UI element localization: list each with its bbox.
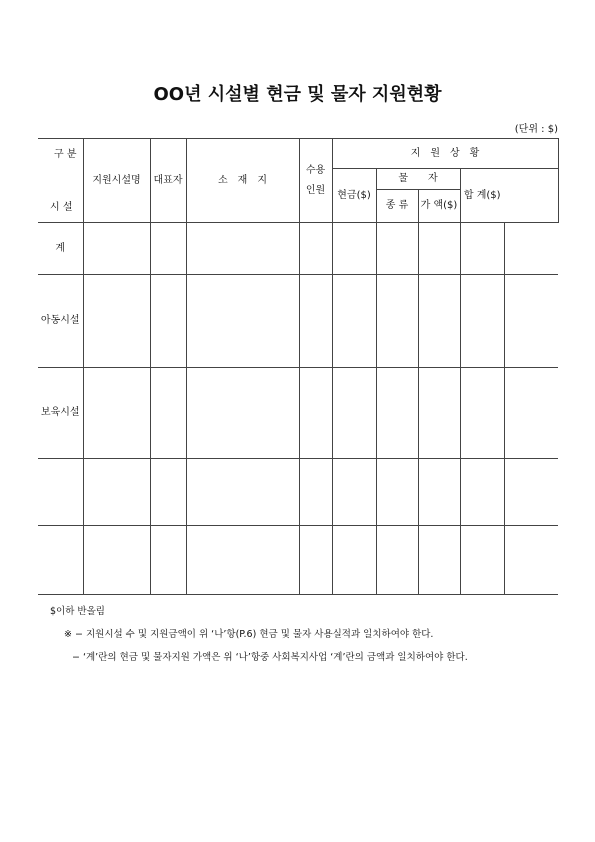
note-1: ※ − 지원시설 수 및 지원금액이 위 ‘나’항(P.6) 현금 및 물자 사용실적과 일치하여야 한다. xyxy=(64,629,434,640)
cell-location[interactable] xyxy=(186,526,299,595)
cell-kind[interactable] xyxy=(376,526,418,595)
header-total: 합 계($) xyxy=(460,169,504,223)
cell-cash[interactable] xyxy=(332,526,376,595)
cell-capacity[interactable] xyxy=(299,526,332,595)
cell-value[interactable] xyxy=(418,459,460,526)
header-goods: 물 자 xyxy=(376,169,460,190)
header-support-status: 지 원 상 황 xyxy=(332,139,558,169)
cell-cash[interactable] xyxy=(332,275,376,368)
cell-facility-name[interactable] xyxy=(83,368,150,459)
table-row xyxy=(38,223,558,275)
table-row xyxy=(38,459,558,526)
notes-section xyxy=(50,603,468,672)
cell-total[interactable] xyxy=(460,275,504,368)
header-cash: 현금($) xyxy=(332,169,376,223)
cell-remarks[interactable] xyxy=(504,526,558,595)
table-row xyxy=(38,526,558,595)
row-label xyxy=(38,459,83,526)
cell-facility-name[interactable] xyxy=(83,223,150,275)
cell-value[interactable] xyxy=(418,368,460,459)
cell-total[interactable] xyxy=(460,459,504,526)
cell-cash[interactable] xyxy=(332,459,376,526)
cell-remarks[interactable] xyxy=(504,223,558,275)
header-location: 소 재 지 xyxy=(186,139,299,223)
header-capacity-line1: 수용 xyxy=(305,164,326,176)
header-value: 가 액($) xyxy=(418,190,460,223)
unit-label: (단위 : $) xyxy=(514,124,558,135)
cell-kind[interactable] xyxy=(376,275,418,368)
cell-kind[interactable] xyxy=(376,223,418,275)
cell-cash[interactable] xyxy=(332,223,376,275)
cell-location[interactable] xyxy=(186,223,299,275)
cell-representative[interactable] xyxy=(150,526,186,595)
header-facility-name: 지원시설명 xyxy=(83,139,150,223)
cell-location[interactable] xyxy=(186,459,299,526)
table-row xyxy=(38,275,558,368)
cell-remarks[interactable] xyxy=(504,368,558,459)
row-label xyxy=(38,526,83,595)
note-2: − ‘계’란의 현금 및 물자지원 가액은 위 ‘나’항중 사회복지사업 ‘계’란의 금액과 일치하여야 한다. xyxy=(72,652,468,663)
note-rounding: $이하 반올림 xyxy=(50,606,105,617)
cell-total[interactable] xyxy=(460,368,504,459)
cell-capacity[interactable] xyxy=(299,275,332,368)
cell-facility-name[interactable] xyxy=(83,459,150,526)
header-capacity-line2: 인원 xyxy=(305,184,326,196)
support-status-table xyxy=(38,138,558,595)
cell-location[interactable] xyxy=(186,368,299,459)
cell-representative[interactable] xyxy=(150,368,186,459)
page-title: OO년 시설별 현금 및 물자 지원현황 xyxy=(153,84,442,105)
cell-capacity[interactable] xyxy=(299,368,332,459)
cell-value[interactable] xyxy=(418,275,460,368)
cell-capacity[interactable] xyxy=(299,459,332,526)
cell-cash[interactable] xyxy=(332,368,376,459)
cell-remarks[interactable] xyxy=(504,275,558,368)
cell-value[interactable] xyxy=(418,223,460,275)
header-capacity xyxy=(299,139,332,223)
cell-location[interactable] xyxy=(186,275,299,368)
cell-representative[interactable] xyxy=(150,275,186,368)
cell-total[interactable] xyxy=(460,526,504,595)
row-label: 보육시설 xyxy=(38,368,83,459)
table-row xyxy=(38,368,558,459)
cell-representative[interactable] xyxy=(150,223,186,275)
header-gubun xyxy=(38,139,83,223)
cell-facility-name[interactable] xyxy=(83,526,150,595)
cell-total[interactable] xyxy=(460,223,504,275)
row-label: 계 xyxy=(38,223,83,275)
header-representative: 대표자 xyxy=(150,139,186,223)
row-label: 아동시설 xyxy=(38,275,83,368)
header-kind: 종 류 xyxy=(376,190,418,223)
header-siseol-label: 시 설 xyxy=(50,202,73,213)
cell-facility-name[interactable] xyxy=(83,275,150,368)
cell-capacity[interactable] xyxy=(299,223,332,275)
cell-value[interactable] xyxy=(418,526,460,595)
cell-kind[interactable] xyxy=(376,459,418,526)
cell-representative[interactable] xyxy=(150,459,186,526)
header-gubun-label: 구 분 xyxy=(54,149,77,160)
cell-remarks[interactable] xyxy=(504,459,558,526)
cell-kind[interactable] xyxy=(376,368,418,459)
